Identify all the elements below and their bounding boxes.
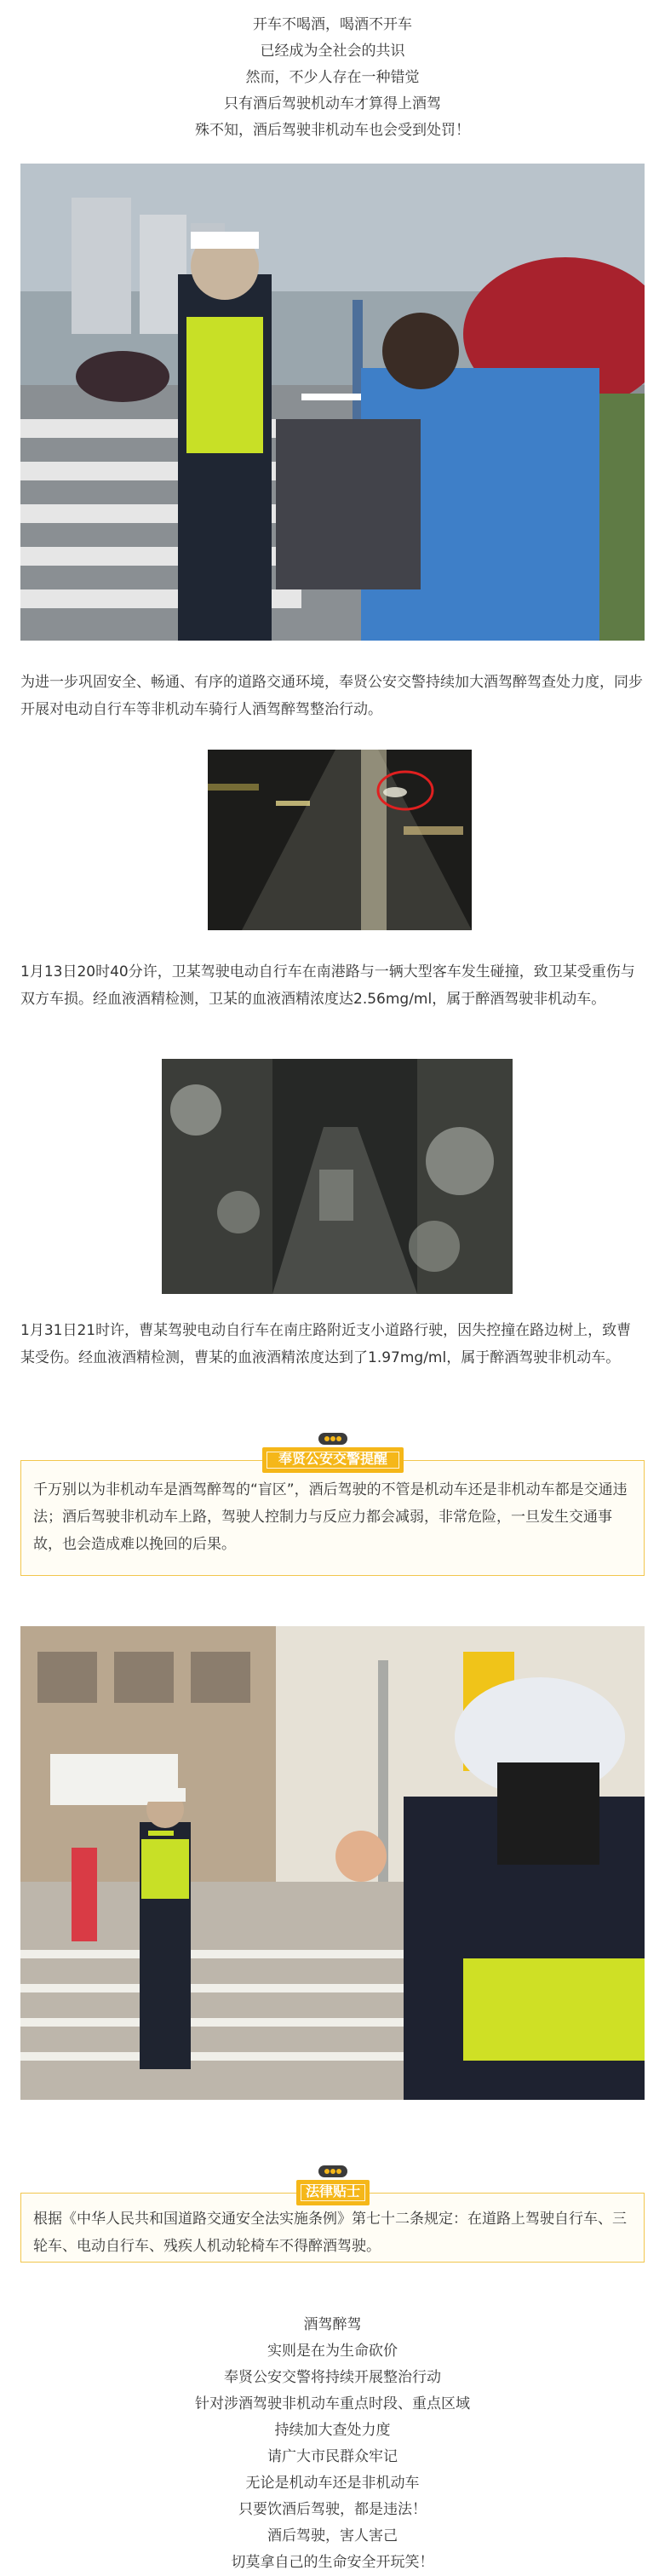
paragraph-case-wei: 1月13日20时40分许，卫某驾驶电动自行车在南港路与一辆大型客车发生碰撞，致卫某受重伤与双方车损。经血液酒精检测，卫某的血液酒精浓度达2.56mg/ml，属于醉酒驾驶非机动车。 — [20, 963, 635, 1008]
photo-night-alley-image — [162, 1059, 513, 1294]
outro-line: 实则是在为生命砍价 — [267, 2343, 398, 2360]
notice-reminder-title: 奉贤公安交警提醒 — [262, 1447, 404, 1473]
dot — [324, 2169, 330, 2174]
dot — [324, 1436, 330, 1441]
intro-line: 殊不知，酒后驾驶非机动车也会受到处罚！ — [195, 122, 470, 139]
notice-legal-title: 法律贴士 — [296, 2180, 370, 2205]
outro-line: 酒后驾驶，害人害己 — [267, 2527, 398, 2544]
intro-line: 然而，不少人存在一种错觉 — [245, 69, 420, 86]
outro-line: 请广大市民群众牢记 — [267, 2448, 398, 2465]
outro-line: 持续加大查处力度 — [274, 2422, 391, 2439]
dot — [336, 2169, 341, 2174]
intro-line: 只有酒后驾驶机动车才算得上酒驾 — [224, 95, 441, 112]
photo-accident-road — [208, 750, 472, 930]
outro-text — [0, 2312, 665, 2576]
paragraph-case-cao: 1月31日21时许，曹某驾驶电动自行车在南庄路附近支小道路行驶，因失控撞在路边树上，致曹某受伤。经血液酒精检测，曹某的血液酒精浓度达到了1.97mg/ml，属于醉酒驾驶非机动车。 — [20, 1322, 632, 1366]
photo-officer-check — [20, 164, 645, 641]
outro-line: 只要饮酒后驾驶，都是违法！ — [238, 2501, 427, 2518]
outro-line: 酒驾醉驾 — [303, 2316, 362, 2333]
paragraph-campaign: 为进一步巩固安全、畅通、有序的道路交通环境，奉贤公安交警持续加大酒驾醉驾查处力度，同步开展对电动自行车等非机动车骑行人酒驾醉驾整治行动。 — [20, 674, 643, 718]
dot — [330, 1436, 335, 1441]
notice-reminder-text: 千万别以为非机动车是酒驾醉驾的“盲区”，酒后驾驶的不管是机动车还是非机动车都是交通违法；酒后驾驶非机动车上路，驾驶人控制力与反应力都会减弱，非常危险，一旦发生交通事故，也会造成难以挽回的后果。 — [33, 1481, 628, 1553]
outro-line: 奉贤公安交警将持续开展整治行动 — [224, 2369, 441, 2386]
outro-line: 无论是机动车还是非机动车 — [245, 2475, 420, 2492]
dot — [330, 2169, 335, 2174]
outro-line: 切莫拿自己的生命安全开玩笑！ — [231, 2554, 434, 2571]
photo-accident-road-image — [208, 750, 472, 930]
dot — [336, 1436, 341, 1441]
intro-text — [0, 12, 665, 144]
intro-line: 开车不喝酒，喝酒不开车 — [253, 16, 412, 33]
photo-officer-check-image — [20, 164, 645, 641]
intro-line: 已经成为全社会的共识 — [260, 43, 405, 60]
photo-traffic-police — [20, 1626, 645, 2100]
dots-ornament — [318, 2165, 347, 2177]
outro-line: 针对涉酒驾驶非机动车重点时段、重点区域 — [195, 2395, 470, 2412]
photo-night-alley — [162, 1059, 513, 1294]
dots-ornament — [318, 1433, 347, 1445]
notice-legal-text: 根据《中华人民共和国道路交通安全法实施条例》第七十二条规定：在道路上驾驶自行车、三轮车、电动自行车、残疾人机动轮椅车不得醉酒驾驶。 — [33, 2211, 627, 2255]
notice-box-reminder — [20, 1460, 645, 1576]
photo-traffic-police-image — [20, 1626, 645, 2100]
